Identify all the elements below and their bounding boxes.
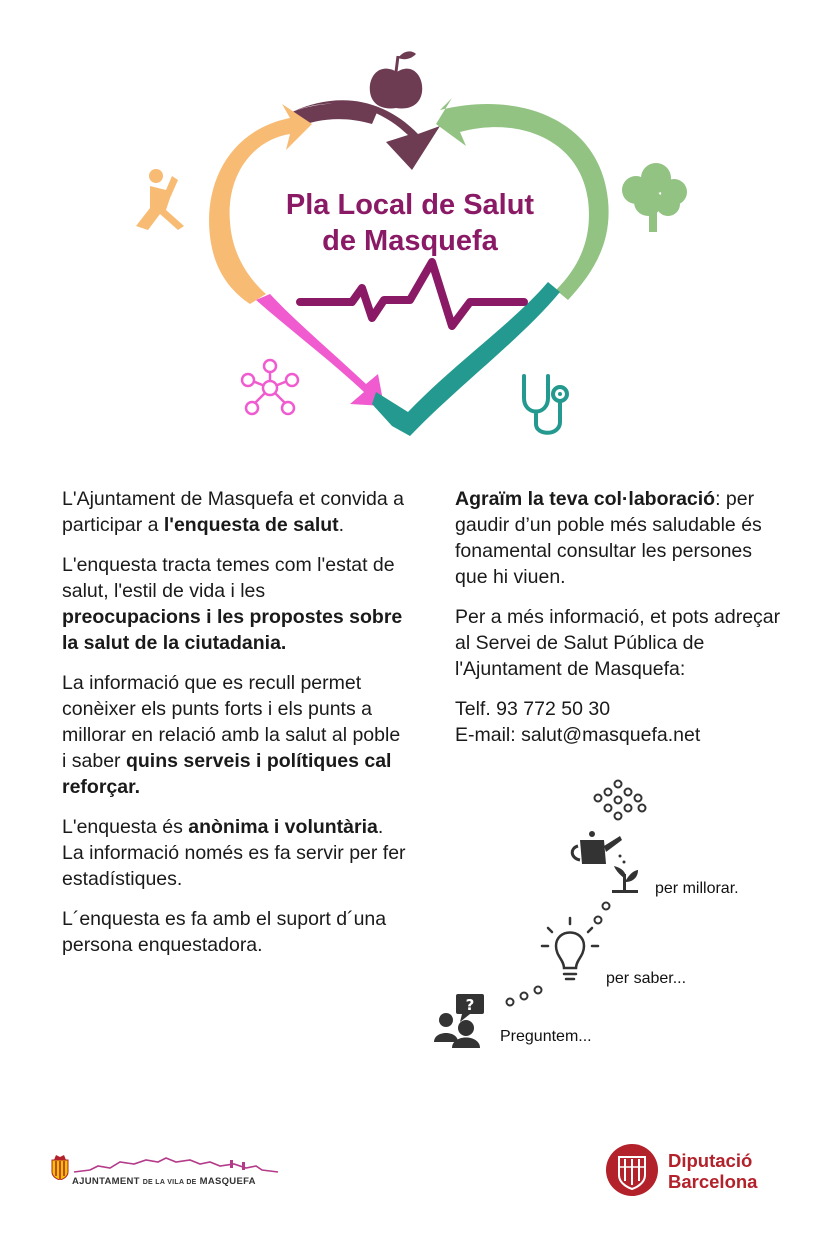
tree-icon	[622, 163, 687, 232]
paragraph-invitation: L'Ajuntament de Masquefa et convida a participar a l'enquesta de salut.	[62, 488, 404, 536]
apple-icon	[370, 51, 422, 108]
paragraph-anonymous: L'enquesta és anònima i voluntària. La informació només es fa servir per fer estadístiques.	[62, 816, 406, 890]
hero-title-line2: de Masquefa	[322, 225, 498, 257]
exercise-icon	[136, 169, 184, 230]
sprout-dots	[595, 781, 646, 820]
step-ask-label: Preguntem...	[500, 1028, 592, 1045]
people-question-icon	[434, 994, 484, 1048]
contact-block	[455, 696, 785, 748]
diputacio-name	[668, 1150, 757, 1192]
email-address: E-mail: salut@masquefa.net	[455, 724, 701, 746]
diputacio-line1: Diputació	[668, 1150, 753, 1171]
municipality-logo	[50, 1150, 280, 1200]
journey-graphic	[420, 770, 780, 1070]
plum-arc	[292, 100, 440, 170]
municipality-name: AJUNTAMENT DE LA VILA DE MASQUEFA	[72, 1176, 256, 1187]
coat-of-arms-icon	[52, 1155, 68, 1180]
right-column	[455, 486, 785, 762]
heartbeat-line	[300, 262, 524, 326]
paragraph-support: L´enquesta es fa amb el suport d´una persona enquestadora.	[62, 908, 387, 956]
svg-text:?: ?	[465, 996, 475, 1014]
dots-trail-1	[507, 987, 542, 1006]
paragraph-purpose: La informació que es recull permet conèixer els punts forts i els punts a millorar en relació amb la salut al poble i saber quins serveis i polítiques cal reforçar.	[62, 672, 401, 798]
step-improve-label: per millorar.	[655, 880, 739, 897]
hero-title-line1: Pla Local de Salut	[285, 189, 535, 221]
diputacio-line2: Barcelona	[668, 1171, 758, 1192]
phone-number: Telf. 93 772 50 30	[455, 698, 611, 720]
step-know-label: per saber...	[606, 970, 687, 987]
left-column	[62, 486, 407, 972]
paragraph-thanks: Agraïm la teva col·laboració: per gaudir d’un poble més saludable és fonamental consultar les persones que hi viuen.	[455, 488, 762, 588]
lightbulb-icon	[542, 918, 598, 979]
stethoscope-icon	[524, 376, 567, 433]
network-icon	[242, 360, 298, 414]
paragraph-more-info: Per a més informació, et pots adreçar al Servei de Salut Pública de l'Ajuntament de Masquefa:	[455, 606, 781, 680]
paragraph-topics: L'enquesta tracta temes com l'estat de salut, l'estil de vida i les preocupacions i les propostes sobre la salut de la ciutadania.	[62, 554, 403, 654]
diputacio-seal-icon	[605, 1143, 659, 1197]
watering-plant-icon	[572, 831, 638, 893]
dots-trail-2	[595, 903, 610, 924]
